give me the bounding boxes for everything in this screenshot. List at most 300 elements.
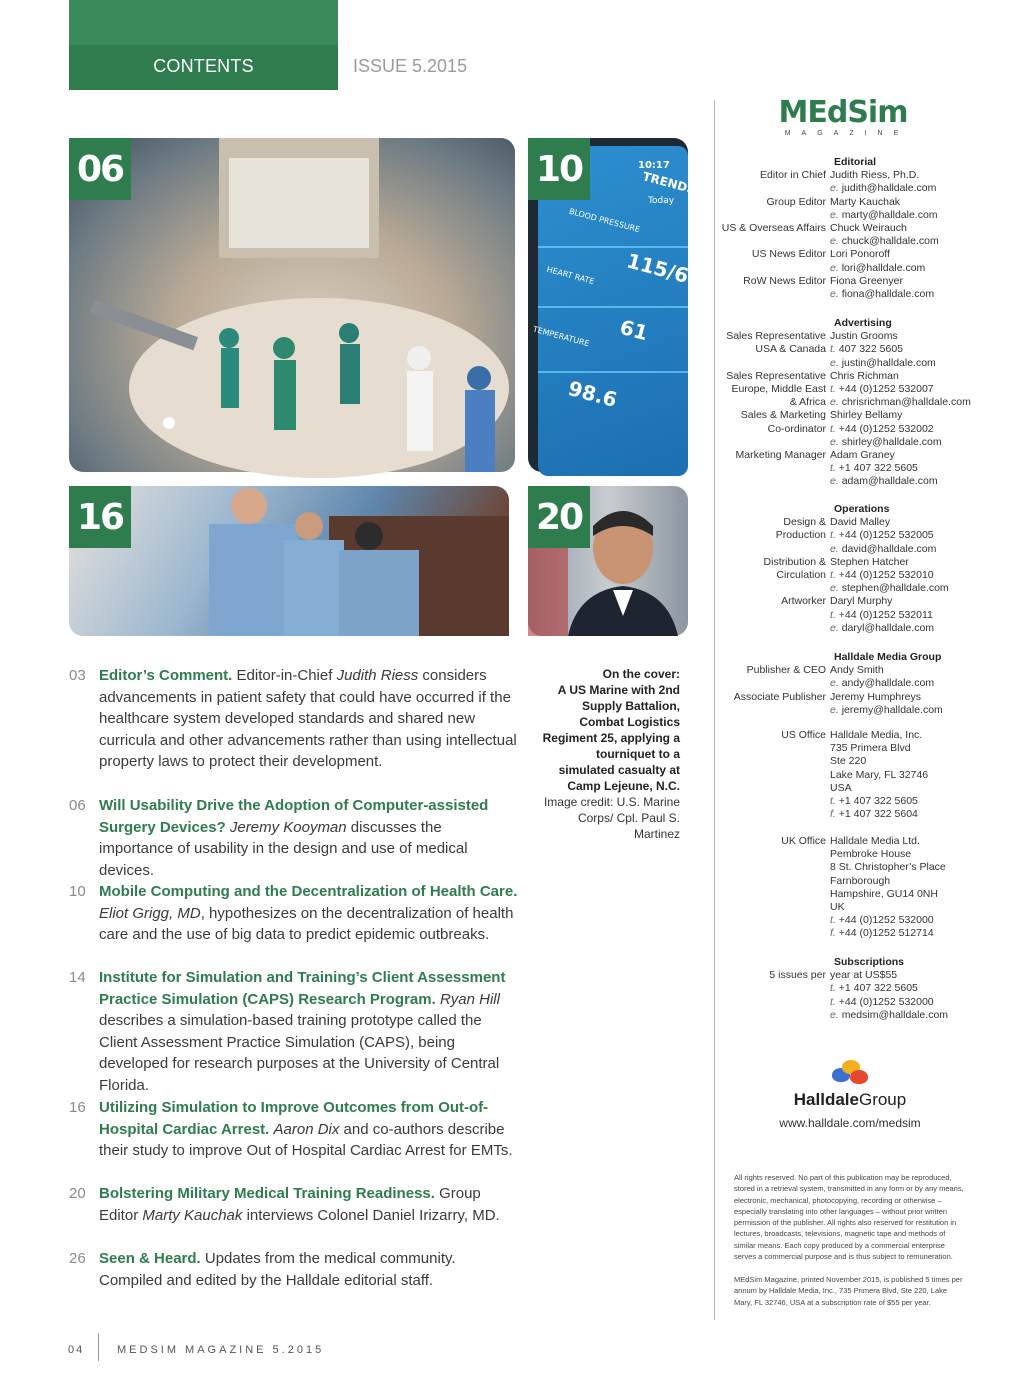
masthead-value xyxy=(830,248,1010,261)
masthead-role: Publisher & CEO xyxy=(746,664,826,677)
masthead-row xyxy=(720,582,1010,595)
masthead-text: +44 (0)1252 532007 xyxy=(838,383,934,396)
masthead-row xyxy=(720,475,1010,488)
masthead-prefix: t. xyxy=(830,383,836,396)
masthead-role xyxy=(720,769,830,782)
phone-time: 10:17 xyxy=(638,160,670,171)
masthead-value xyxy=(830,875,1010,888)
cover-caption xyxy=(540,666,680,842)
masthead-value[interactable] xyxy=(830,396,1010,409)
medsim-logo xyxy=(776,96,910,137)
cover-credit: Image credit: U.S. Marine Corps/ Cpl. Paul S. Martinez xyxy=(543,795,680,841)
phone-today: Today xyxy=(648,196,675,206)
masthead-row xyxy=(720,275,1010,288)
masthead-row xyxy=(720,691,1010,704)
masthead-prefix: e. xyxy=(830,542,839,555)
masthead-role: US & Overseas Affairs xyxy=(721,222,826,235)
masthead-row xyxy=(720,357,1010,370)
masthead-value[interactable] xyxy=(830,357,1010,370)
feature-photo-portrait[interactable] xyxy=(528,486,688,636)
masthead-role xyxy=(720,622,830,635)
masthead-text: +44 (0)1252 532000 xyxy=(838,995,934,1008)
halldale-brand-light: Group xyxy=(858,1090,907,1109)
phone-bp-label: BLOOD PRESSURE xyxy=(568,206,641,235)
masthead-text: Marty Kauchak xyxy=(830,195,901,208)
masthead-row xyxy=(720,330,1010,343)
halldale-logo[interactable] xyxy=(760,1058,940,1130)
masthead-prefix: e. xyxy=(830,703,839,716)
masthead-role: Design & xyxy=(783,516,826,529)
masthead-row xyxy=(720,222,1010,235)
masthead-role xyxy=(720,543,830,556)
masthead-prefix: t. xyxy=(830,529,836,542)
toc-title: Mobile Computing and the Decentralization of Health Care. xyxy=(99,883,518,900)
issue-label: ISSUE 5.2015 xyxy=(353,56,468,76)
masthead-role xyxy=(720,755,830,768)
footer-page-number: 04 xyxy=(68,1344,85,1356)
masthead-row xyxy=(720,755,1010,768)
toc-text: Editor-in-Chief xyxy=(232,667,337,684)
masthead-role xyxy=(720,357,830,370)
phone-temp-label: TEMPERATURE xyxy=(531,324,591,349)
masthead-row xyxy=(720,569,1010,582)
masthead-row xyxy=(720,848,1010,861)
masthead-role xyxy=(720,182,830,195)
masthead-text: +1 407 322 5605 xyxy=(838,982,918,995)
masthead-text: Fiona Greenyer xyxy=(830,274,903,287)
masthead-text: 735 Primera Blvd xyxy=(830,742,911,755)
masthead-value xyxy=(830,982,1010,995)
masthead-row xyxy=(720,742,1010,755)
masthead-value[interactable] xyxy=(830,677,1010,690)
masthead-value xyxy=(830,383,1010,396)
masthead-prefix: e. xyxy=(830,208,839,221)
masthead-advertising xyxy=(720,317,1010,489)
toc-page: 10 xyxy=(69,883,86,900)
masthead-text: Andy Smith xyxy=(830,664,884,677)
phone-hr-label: HEART RATE xyxy=(545,264,596,287)
masthead-prefix: e. xyxy=(830,261,839,274)
masthead-prefix: t. xyxy=(830,608,836,621)
masthead-subscriptions xyxy=(720,956,1010,1022)
masthead-row xyxy=(720,288,1010,301)
masthead-prefix: e. xyxy=(830,235,839,248)
masthead-heading: Halldale Media Group xyxy=(834,651,942,663)
masthead-role: Sales & Marketing xyxy=(740,409,826,422)
rights-notice: All rights reserved. No part of this publication may be reproduced, stored in a retrieval system, transmitted in any form or by any means, electronic, mechanical, photocopying, recording or otherwise – especially translating into other languages – without prior written permission of the publisher. All rights also reserved for restitution in lectures, broadcasts, televisions, magnetic tape and methods of similar means. Each copy produced by a commercial enterprise serves a commercial purpose and is thus subject to remuneration. xyxy=(734,1173,964,1262)
toc-text: and co-authors describe their study to improve Out of Hospital Cardiac Arrest for EMTs. xyxy=(99,1120,513,1159)
masthead-value xyxy=(830,222,1010,235)
masthead-row xyxy=(720,248,1010,261)
masthead-text: marty@halldale.com xyxy=(841,208,938,221)
masthead-row xyxy=(720,609,1010,622)
masthead-text: +44 (0)1252 532005 xyxy=(838,529,934,542)
masthead-prefix: t. xyxy=(830,462,836,475)
masthead-prefix: e. xyxy=(830,396,839,409)
masthead-text: +44 (0)1252 532010 xyxy=(838,569,934,582)
halldale-url[interactable]: www.halldale.com/medsim xyxy=(779,1116,921,1130)
masthead-prefix: t. xyxy=(830,422,836,435)
masthead-role xyxy=(720,609,830,622)
masthead-row xyxy=(720,875,1010,888)
masthead-text: Adam Graney xyxy=(830,449,895,462)
masthead-text: +1 407 322 5605 xyxy=(838,462,918,475)
footer-magazine-label: MEDSIM MAGAZINE 5.2015 xyxy=(117,1344,325,1356)
masthead-value xyxy=(830,569,1010,582)
masthead-text: UK xyxy=(830,901,845,914)
masthead-value xyxy=(830,609,1010,622)
toc-text: discusses the importance of usability in the design and use of medical devices. xyxy=(99,818,468,879)
contents-label: CONTENTS xyxy=(153,56,254,76)
masthead-value xyxy=(830,423,1010,436)
masthead-row xyxy=(720,169,1010,182)
masthead-value[interactable] xyxy=(830,704,1010,717)
masthead-prefix: t. xyxy=(830,343,836,356)
phone-temp-value: 98.6 xyxy=(565,376,620,412)
masthead-text: +1 407 322 5604 xyxy=(838,808,918,821)
masthead-text: 8 St. Christopher’s Place xyxy=(830,861,946,874)
masthead-value xyxy=(830,595,1010,608)
logo-word: MEdSim xyxy=(778,95,908,130)
publication-notice: MEdSim Magazine, printed November 2015, is published 5 times per annum by Halldale Media, Inc., 735 Primera Blvd, Ste 220, Lake Mary, FL 32746, USA at a subscription rate of $55 per year. xyxy=(734,1275,963,1307)
masthead-value[interactable] xyxy=(830,235,1010,248)
masthead-role: US Office xyxy=(781,729,826,741)
masthead-role xyxy=(720,1009,830,1022)
masthead-row xyxy=(720,729,1010,742)
masthead-role xyxy=(720,742,830,755)
masthead-role: Sales Representative xyxy=(726,330,826,343)
masthead-text: Halldale Media, Inc. xyxy=(830,729,923,741)
masthead-text: medsim@halldale.com xyxy=(841,1008,949,1021)
masthead-row xyxy=(720,1009,1010,1022)
masthead-row xyxy=(720,235,1010,248)
masthead-prefix: t. xyxy=(830,982,836,995)
masthead-row xyxy=(720,927,1010,940)
masthead-row xyxy=(720,982,1010,995)
masthead-text: +44 (0)1252 532002 xyxy=(838,422,934,435)
masthead-prefix: e. xyxy=(830,182,839,195)
masthead-role xyxy=(720,462,830,475)
masthead-value xyxy=(830,449,1010,462)
masthead-role xyxy=(720,582,830,595)
toc-entry[interactable] xyxy=(69,881,519,946)
phone-hr-value: 61 xyxy=(617,314,651,346)
masthead-text: Chuck Weirauch xyxy=(830,222,907,235)
masthead-role: Editor in Chief xyxy=(760,169,826,182)
masthead-value[interactable] xyxy=(830,288,1010,301)
masthead-value xyxy=(830,729,1010,742)
masthead-value[interactable] xyxy=(830,209,1010,222)
masthead-operations xyxy=(720,503,1010,635)
masthead-value xyxy=(830,914,1010,927)
emt-training-illustration xyxy=(69,486,509,636)
page-number-badge: 06 xyxy=(69,138,131,200)
masthead-value xyxy=(830,556,1010,569)
masthead-text: jeremy@halldale.com xyxy=(841,703,943,716)
masthead-role xyxy=(720,288,830,301)
masthead-value xyxy=(830,275,1010,288)
masthead-role xyxy=(720,677,830,690)
feature-photo-mobile[interactable] xyxy=(528,138,705,472)
masthead-value xyxy=(830,409,1010,422)
toc-text: interviews Colonel Daniel Irizarry, MD. xyxy=(242,1206,500,1224)
toc-page: 20 xyxy=(69,1185,86,1202)
halldale-icon xyxy=(828,1058,872,1086)
masthead-heading: Operations xyxy=(834,503,890,515)
masthead-role: & Africa xyxy=(789,396,826,409)
toc-author: Jeremy Kooyman xyxy=(229,818,347,836)
masthead-value xyxy=(830,742,1010,755)
masthead-row xyxy=(720,808,1010,821)
masthead-group xyxy=(720,651,1010,717)
operating-room-illustration xyxy=(69,138,515,472)
masthead-text: fiona@halldale.com xyxy=(841,288,935,301)
masthead-value xyxy=(830,755,1010,768)
masthead-value xyxy=(830,169,1010,182)
masthead-role: Group Editor xyxy=(766,195,826,208)
footer-divider xyxy=(98,1333,99,1361)
masthead-role xyxy=(720,808,830,821)
masthead-uk-office xyxy=(720,835,1010,941)
masthead-role xyxy=(720,996,830,1009)
masthead-value xyxy=(830,901,1010,914)
toc-title: Institute for Simulation and Training’s Client Assessment Practice Simulation (CAPS) Research Program. xyxy=(99,969,506,1008)
masthead-value xyxy=(830,808,1010,821)
masthead-role xyxy=(720,436,830,449)
masthead-row xyxy=(720,343,1010,356)
masthead-value xyxy=(830,664,1010,677)
masthead-value[interactable] xyxy=(830,582,1010,595)
masthead-text: Shirley Bellamy xyxy=(830,409,903,422)
masthead-text: Judith Riess, Ph.D. xyxy=(830,169,920,182)
toc-page: 16 xyxy=(69,1099,86,1116)
masthead-prefix: e. xyxy=(830,288,839,301)
masthead-row xyxy=(720,901,1010,914)
masthead-role: US News Editor xyxy=(751,248,826,261)
masthead-row xyxy=(720,556,1010,569)
masthead-row xyxy=(720,462,1010,475)
masthead-text: chrisrichman@halldale.com xyxy=(841,396,971,409)
masthead-row xyxy=(720,835,1010,848)
masthead-text: chuck@halldale.com xyxy=(841,235,939,248)
masthead-value xyxy=(830,462,1010,475)
toc-page: 03 xyxy=(69,667,86,684)
masthead-prefix: e. xyxy=(830,677,839,690)
masthead-text: daryl@halldale.com xyxy=(841,621,935,634)
masthead-role: RoW News Editor xyxy=(743,274,826,287)
masthead-value[interactable] xyxy=(830,436,1010,449)
toc-entry[interactable] xyxy=(69,795,519,881)
masthead-role: Artworker xyxy=(781,595,826,608)
cover-heading: On the cover: xyxy=(602,667,680,681)
masthead-role: Sales Representative xyxy=(726,369,826,382)
masthead-text: Lake Mary, FL 32746 xyxy=(830,768,929,781)
masthead-prefix: e. xyxy=(830,356,839,369)
toc-author: Aaron Dix xyxy=(273,1120,340,1138)
feature-photo-surgery[interactable] xyxy=(69,138,515,472)
toc-entry[interactable] xyxy=(69,1097,519,1162)
masthead-row xyxy=(720,449,1010,462)
masthead-role xyxy=(720,795,830,808)
masthead-prefix: f. xyxy=(830,927,836,940)
masthead-text: year at US$55 xyxy=(830,969,898,982)
masthead-role: Associate Publisher xyxy=(733,690,826,703)
toc-entry[interactable] xyxy=(69,665,519,773)
masthead-row xyxy=(720,861,1010,874)
masthead-row xyxy=(720,888,1010,901)
masthead-row xyxy=(720,969,1010,982)
masthead-prefix: t. xyxy=(830,995,836,1008)
masthead-value[interactable] xyxy=(830,1009,1010,1022)
toc-entry[interactable] xyxy=(69,1183,519,1226)
masthead-role xyxy=(720,475,830,488)
masthead-value xyxy=(830,835,1010,848)
masthead-role xyxy=(720,901,830,914)
phone-trends: TRENDS xyxy=(641,169,698,197)
masthead-role xyxy=(720,888,830,901)
phone-bp-value: 115/67 xyxy=(624,248,705,292)
halldale-brand-bold: Halldale xyxy=(793,1090,859,1109)
feature-photo-emt[interactable] xyxy=(69,486,509,636)
toc-entry[interactable] xyxy=(69,1248,519,1291)
masthead-value[interactable] xyxy=(830,475,1010,488)
masthead-prefix: e. xyxy=(830,435,839,448)
masthead-role: Production xyxy=(775,529,826,542)
masthead-editorial xyxy=(720,156,1010,301)
masthead-value[interactable] xyxy=(830,182,1010,195)
masthead-row xyxy=(720,996,1010,1009)
masthead-value xyxy=(830,969,1010,982)
masthead-prefix: e. xyxy=(830,582,839,595)
masthead-text: +1 407 322 5605 xyxy=(838,795,918,808)
masthead-row xyxy=(720,664,1010,677)
masthead-text: 407 322 5605 xyxy=(838,343,903,356)
toc-text: Group Editor xyxy=(99,1185,481,1224)
masthead-role: Distribution & xyxy=(763,555,826,568)
toc-author: Judith Riess xyxy=(336,667,419,684)
masthead-row xyxy=(720,769,1010,782)
masthead-row xyxy=(720,209,1010,222)
masthead-role: Europe, Middle East xyxy=(731,383,826,396)
toc-text: , hypothesizes on the decentralization of health care and the use of big data to predict epidemic outbreaks. xyxy=(99,904,514,943)
masthead-text: Pembroke House xyxy=(830,848,912,861)
masthead-value xyxy=(830,795,1010,808)
masthead-text: andy@halldale.com xyxy=(841,677,935,690)
toc-page: 26 xyxy=(69,1250,86,1267)
masthead-text: Stephen Hatcher xyxy=(830,555,909,568)
toc-text: considers advancements in patient safety that could have occurred if the healthcare system developed standards and shared new curricula and other advancements rather than using intellectual property laws to protect their development. xyxy=(99,667,517,770)
masthead-prefix: e. xyxy=(830,1008,839,1021)
masthead-text: +44 (0)1252 532000 xyxy=(838,914,934,927)
toc-title: Editor’s Comment. xyxy=(99,667,233,684)
masthead-row xyxy=(720,409,1010,422)
masthead-role: USA & Canada xyxy=(755,343,826,356)
masthead-value xyxy=(830,996,1010,1009)
cover-caption-text: A US Marine with 2nd Supply Battalion, Combat Logistics Regiment 25, applying a tourniquet to a simulated casualty at Camp Lejeune, N.C. xyxy=(542,683,680,793)
masthead-value[interactable] xyxy=(830,543,1010,556)
masthead-value xyxy=(830,927,1010,940)
masthead-text: David Malley xyxy=(830,516,891,529)
masthead-prefix: t. xyxy=(830,569,836,582)
masthead-prefix: t. xyxy=(830,914,836,927)
masthead-role xyxy=(720,982,830,995)
toc-text: describes a simulation-based training prototype called the Client Assessment Practice Simulation (CAPS), being developed for research purposes at the University of Central Florida. xyxy=(99,1012,500,1094)
masthead-role: UK Office xyxy=(781,835,826,847)
masthead-row xyxy=(720,182,1010,195)
page-number-badge: 20 xyxy=(528,486,590,548)
masthead-role xyxy=(720,861,830,874)
masthead-text: judith@halldale.com xyxy=(841,182,937,195)
masthead-row xyxy=(720,914,1010,927)
masthead-text: adam@halldale.com xyxy=(841,475,938,488)
masthead-text: justin@halldale.com xyxy=(841,356,936,369)
masthead-text: +44 (0)1252 532011 xyxy=(838,608,933,621)
masthead-row xyxy=(720,383,1010,396)
masthead-text: Chris Richman xyxy=(830,369,899,382)
masthead-value xyxy=(830,782,1010,795)
masthead-text: stephen@halldale.com xyxy=(841,582,949,595)
masthead-value xyxy=(830,691,1010,704)
masthead-us-office xyxy=(720,729,1010,821)
masthead-prefix: t. xyxy=(830,795,836,808)
masthead-value xyxy=(830,370,1010,383)
masthead-row xyxy=(720,795,1010,808)
column-divider xyxy=(714,100,715,1320)
masthead-role: Co-ordinator xyxy=(767,422,826,435)
masthead-row xyxy=(720,529,1010,542)
masthead-value xyxy=(830,516,1010,529)
masthead-role xyxy=(720,235,830,248)
masthead-row xyxy=(720,677,1010,690)
masthead-row xyxy=(720,704,1010,717)
masthead-prefix: e. xyxy=(830,475,839,488)
masthead-value xyxy=(830,343,1010,356)
masthead-row xyxy=(720,396,1010,409)
toc-title: Seen & Heard. xyxy=(99,1250,201,1267)
masthead-value xyxy=(830,769,1010,782)
masthead-text: +44 (0)1252 512714 xyxy=(838,927,934,940)
masthead-text: lori@halldale.com xyxy=(841,261,926,274)
masthead-row xyxy=(720,423,1010,436)
logo-subtitle: MAGAZINE xyxy=(784,130,910,137)
masthead-text: Justin Grooms xyxy=(830,330,898,343)
masthead-text: Daryl Murphy xyxy=(830,595,893,608)
toc-page: 14 xyxy=(69,969,86,986)
masthead-role xyxy=(720,782,830,795)
masthead-value[interactable] xyxy=(830,622,1010,635)
toc-entry[interactable] xyxy=(69,967,519,1096)
masthead-role xyxy=(720,875,830,888)
toc-page: 06 xyxy=(69,797,86,814)
masthead-row xyxy=(720,516,1010,529)
masthead-heading: Advertising xyxy=(834,317,892,329)
toc-text: Updates from the medical community. Compiled and edited by the Halldale editorial staff. xyxy=(99,1250,456,1289)
masthead-role xyxy=(720,262,830,275)
toc-author: Eliot Grigg, MD xyxy=(99,904,201,922)
masthead-heading: Editorial xyxy=(834,156,877,168)
masthead-text: shirley@halldale.com xyxy=(841,435,942,448)
masthead-role xyxy=(720,209,830,222)
masthead-role: Circulation xyxy=(776,569,826,582)
masthead-value[interactable] xyxy=(830,262,1010,275)
masthead-prefix: f. xyxy=(830,808,836,821)
masthead-heading: Subscriptions xyxy=(834,956,905,968)
masthead-value xyxy=(830,330,1010,343)
masthead-prefix: e. xyxy=(830,621,839,634)
masthead-value xyxy=(830,529,1010,542)
masthead-row xyxy=(720,782,1010,795)
toc-title: Will Usability Drive the Adoption of Computer-assisted Surgery Devices? xyxy=(99,797,489,836)
